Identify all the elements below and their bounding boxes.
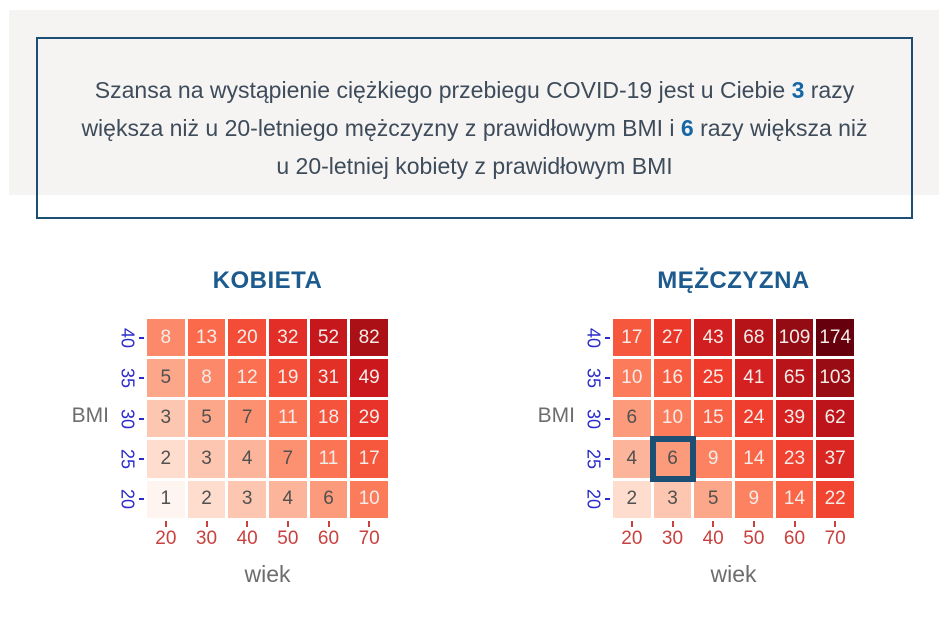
x-tick-label: 40 — [702, 528, 724, 549]
heatmap-cell: 22 — [816, 481, 854, 518]
x-tick-label: 20 — [621, 528, 643, 549]
x-tick-mark — [246, 521, 248, 527]
heatmap-cell: 27 — [654, 319, 692, 356]
banner-segment: razy większa niż u 20-letniego mężczyzny z prawidłowym BMI i — [81, 77, 855, 141]
heatmap-cell: 18 — [310, 400, 348, 437]
heatmap-grid — [613, 319, 854, 518]
y-tick-mark — [139, 458, 144, 460]
chart-title: MĘŻCZYZNA — [657, 267, 810, 294]
x-tick-label: 50 — [743, 528, 765, 549]
x-tick-mark — [753, 521, 755, 527]
y-tick-label: 40 — [117, 327, 138, 348]
x-tick-mark — [672, 521, 674, 527]
heatmap-cell: 1 — [147, 481, 185, 518]
heatmap-cell: 82 — [350, 319, 388, 356]
heatmap-cell: 17 — [350, 440, 388, 477]
heatmap-cell: 3 — [654, 481, 692, 518]
heatmap-cell: 3 — [188, 440, 226, 477]
heatmap-cell: 20 — [228, 319, 266, 356]
heatmap-cell: 8 — [188, 359, 226, 396]
heatmap-cell: 12 — [228, 359, 266, 396]
x-tick-label: 60 — [317, 528, 340, 549]
heatmap-cell: 29 — [350, 400, 388, 437]
heatmap-cell: 5 — [147, 359, 185, 396]
heatmap-cell: 62 — [816, 400, 854, 437]
heatmap-cell: 2 — [613, 481, 651, 518]
heatmap-cell: 10 — [350, 481, 388, 518]
chart-kobieta — [57, 265, 402, 615]
x-tick-label: 50 — [277, 528, 299, 549]
x-tick-label: 30 — [195, 528, 218, 549]
x-tick-label: 60 — [783, 528, 806, 549]
heatmap-grid — [147, 319, 388, 518]
heatmap-cell: 6 — [310, 481, 348, 518]
heatmap-cell: 9 — [735, 481, 773, 518]
heatmap-cell: 14 — [776, 481, 814, 518]
heatmap-cell: 17 — [613, 319, 651, 356]
heatmap-cell: 23 — [776, 440, 814, 477]
heatmap-cell: 11 — [269, 400, 307, 437]
heatmap-cell: 3 — [147, 400, 185, 437]
heatmap-cell: 65 — [776, 359, 814, 396]
heatmap-cell: 39 — [776, 400, 814, 437]
y-axis-title: BMI — [537, 404, 575, 427]
y-tick-label: 25 — [117, 448, 138, 469]
heatmap-cell: 4 — [269, 481, 307, 518]
y-tick-label: 30 — [117, 408, 138, 429]
y-tick-mark — [139, 498, 144, 500]
multiplier-vs-man: 3 — [791, 77, 805, 103]
y-tick-mark — [605, 337, 610, 339]
x-tick-label: 70 — [824, 528, 846, 549]
x-tick-mark — [794, 521, 796, 527]
heatmap-cell: 10 — [613, 359, 651, 396]
x-tick-mark — [368, 521, 370, 527]
selected-cell-highlight — [650, 436, 696, 482]
heatmap-cell: 10 — [654, 400, 692, 437]
heatmap-cell: 41 — [735, 359, 773, 396]
heatmap-cell: 19 — [269, 359, 307, 396]
heatmap-cell: 43 — [694, 319, 732, 356]
heatmap-cell: 4 — [613, 440, 651, 477]
heatmap-cell: 14 — [735, 440, 773, 477]
heatmap-cell: 16 — [654, 359, 692, 396]
y-tick-label: 20 — [583, 489, 604, 510]
banner-text — [75, 71, 875, 185]
heatmap-cell: 9 — [694, 440, 732, 477]
x-axis-title: wiek — [244, 561, 291, 587]
x-tick-mark — [834, 521, 836, 527]
heatmap-cell: 7 — [228, 400, 266, 437]
x-tick-label: 30 — [661, 528, 684, 549]
heatmap-cell: 37 — [816, 440, 854, 477]
y-tick-mark — [605, 498, 610, 500]
x-tick-mark — [328, 521, 330, 527]
y-tick-label: 30 — [583, 408, 604, 429]
heatmap-cell: 3 — [228, 481, 266, 518]
heatmap-cell: 32 — [269, 319, 307, 356]
y-tick-label: 35 — [117, 368, 138, 389]
x-tick-mark — [206, 521, 208, 527]
y-tick-mark — [139, 418, 144, 420]
y-axis-title: BMI — [71, 404, 109, 427]
heatmap-cell: 15 — [694, 400, 732, 437]
y-tick-mark — [605, 418, 610, 420]
heatmap-cell: 6 — [613, 400, 651, 437]
heatmap-cell: 68 — [735, 319, 773, 356]
y-tick-mark — [605, 458, 610, 460]
multiplier-vs-woman: 6 — [680, 115, 694, 141]
heatmap-cell: 24 — [735, 400, 773, 437]
y-tick-mark — [139, 337, 144, 339]
x-tick-label: 20 — [155, 528, 177, 549]
banner-segment: razy większa niż u 20-letniej kobiety z prawidłowym BMI — [276, 115, 868, 179]
x-axis-title: wiek — [710, 561, 757, 587]
heatmap-cell: 5 — [694, 481, 732, 518]
heatmap-cell: 25 — [694, 359, 732, 396]
chart-title: KOBIETA — [212, 267, 323, 294]
x-tick-mark — [631, 521, 633, 527]
heatmap-cell: 52 — [310, 319, 348, 356]
heatmap-cell: 109 — [776, 319, 814, 356]
chart-mezczyzna — [523, 265, 868, 615]
y-tick-label: 35 — [583, 368, 604, 389]
banner-segment: Szansa na wystąpienie ciężkiego przebiegu COVID-19 jest u Ciebie — [94, 77, 792, 103]
x-tick-mark — [165, 521, 167, 527]
heatmap-cell: 4 — [228, 440, 266, 477]
banner-card — [36, 37, 913, 219]
y-tick-mark — [605, 377, 610, 379]
heatmap-cell: 11 — [310, 440, 348, 477]
heatmap-cell: 5 — [188, 400, 226, 437]
y-tick-label: 25 — [583, 448, 604, 469]
heatmap-cell: 8 — [147, 319, 185, 356]
heatmap-cell: 2 — [147, 440, 185, 477]
heatmap-cell: 7 — [269, 440, 307, 477]
heatmap-cell: 13 — [188, 319, 226, 356]
heatmap-cell: 6 — [654, 440, 692, 477]
heatmap-cell: 49 — [350, 359, 388, 396]
x-tick-label: 70 — [358, 528, 380, 549]
y-tick-label: 40 — [583, 327, 604, 348]
heatmap-cell: 174 — [816, 319, 854, 356]
heatmap-cell: 103 — [816, 359, 854, 396]
y-tick-mark — [139, 377, 144, 379]
x-tick-label: 40 — [236, 528, 258, 549]
x-tick-mark — [712, 521, 714, 527]
x-tick-mark — [287, 521, 289, 527]
y-tick-label: 20 — [117, 489, 138, 510]
heatmap-cell: 2 — [188, 481, 226, 518]
heatmap-cell: 31 — [310, 359, 348, 396]
